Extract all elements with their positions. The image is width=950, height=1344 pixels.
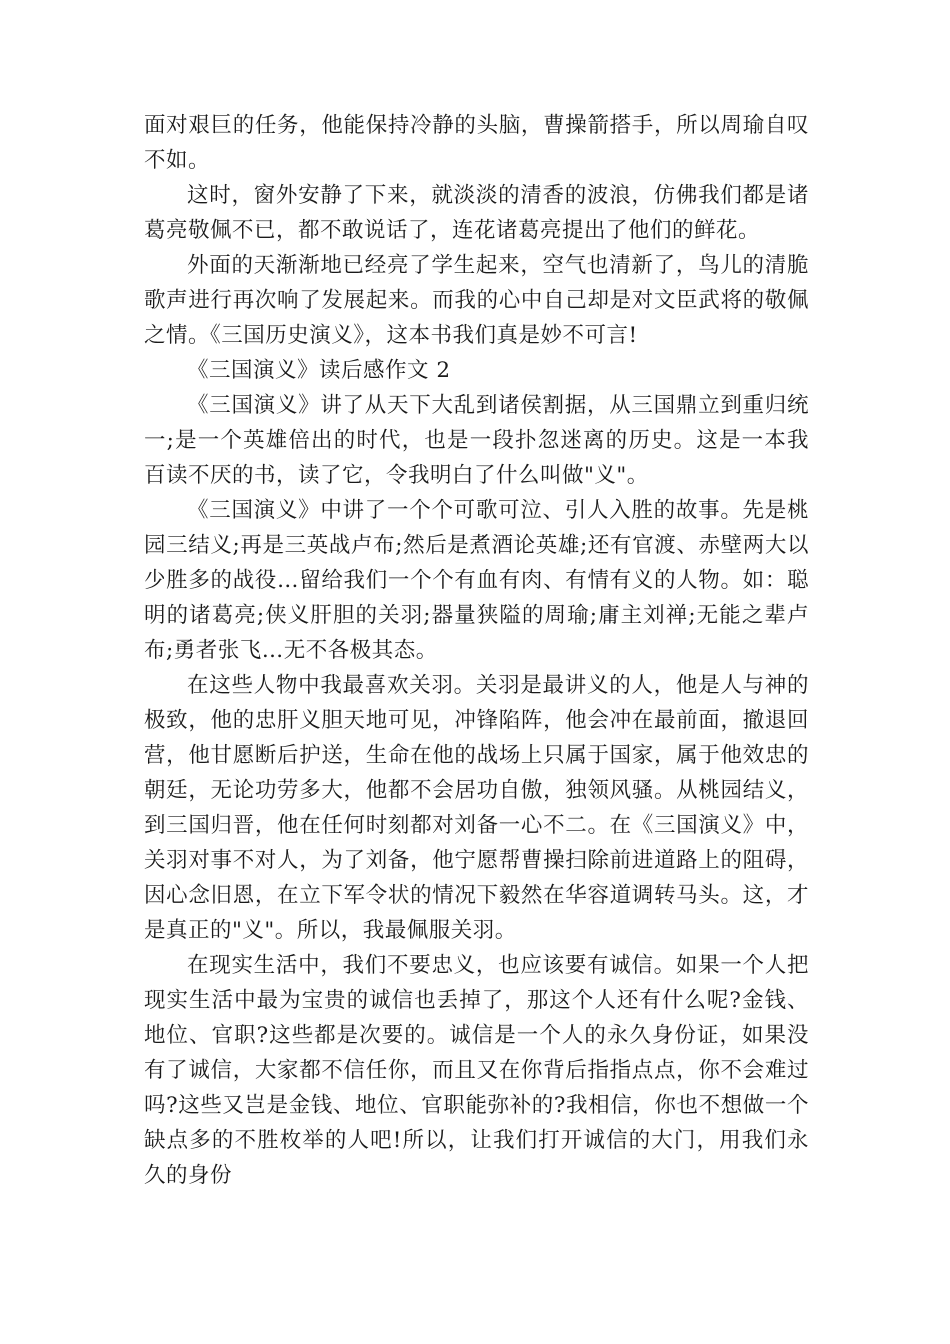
document-page bbox=[144, 108, 809, 1193]
paragraph-integrity: 在现实生活中，我们不要忠义，也应该要有诚信。如果一个人把现实生活中最为宝贵的诚信也丢掉了，那这个人还有什么呢?金钱、地位、官职?这些都是次要的。诚信是一个人的永久身份证，如果没有了诚信，大家都不信任你，而且又在你背后指指点点，你不会难过吗?这些又岂是金钱、地位、官职能弥补的?我相信，你也不想做一个缺点多的不胜枚举的人吧!所以，让我们打开诚信的大门，用我们永久的身份 bbox=[144, 953, 809, 1188]
paragraph-intro: 《三国演义》讲了从天下大乱到诸侯割据，从三国鼎立到重归统一;是一个英雄倍出的时代，也是一段扑忽迷离的历史。这是一本我百读不厌的书，读了它，令我明白了什么叫做"义"。 bbox=[144, 393, 809, 488]
paragraph-continuation: 面对艰巨的任务，他能保持冷静的头脑，曹操箭搭手，所以周瑜自叹不如。 bbox=[144, 113, 809, 173]
paragraph-guan-yu: 在这些人物中我最喜欢关羽。关羽是最讲义的人，他是人与神的极致，他的忠肝义胆天地可见，冲锋陷阵，他会冲在最前面，撤退回营，他甘愿断后护送，生命在他的战场上只属于国家，属于他效忠的朝廷，无论功劳多大，他都不会居功自傲，独领风骚。从桃园结义，到三国归晋，他在任何时刻都对刘备一心不二。在《三国演义》中，关羽对事不对人，为了刘备，他宁愿帮曹操扫除前进道路上的阻碍，因心念旧恩，在立下军令状的情况下毅然在华容道调转马头。这，才是真正的"义"。所以，我最佩服关羽。 bbox=[144, 673, 809, 943]
paragraph-stories: 《三国演义》中讲了一个个可歌可泣、引人入胜的故事。先是桃园三结义;再是三英战卢布;然后是煮酒论英雄;还有官渡、赤壁两大以少胜多的战役…留给我们一个个有血有肉、有情有义的人物。如：聪明的诸葛亮;侠义肝胆的关羽;器量狭隘的周瑜;庸主刘禅;无能之辈卢布;勇者张飞…无不各极其态。 bbox=[144, 498, 809, 663]
paragraph-window-quiet: 这时，窗外安静了下来，就淡淡的清香的波浪，仿佛我们都是诸葛亮敬佩不已，都不敢说话了，连花诸葛亮提出了他们的鲜花。 bbox=[144, 183, 809, 243]
paragraph-sky-brightens: 外面的天渐渐地已经亮了学生起来，空气也清新了，鸟儿的清脆歌声进行再次响了发展起来。而我的心中自己却是对文臣武将的敬佩之情。《三国历史演义》，这本书我们真是妙不可言! bbox=[144, 253, 809, 348]
essay-heading: 《三国演义》读后感作文 2 bbox=[187, 358, 451, 383]
